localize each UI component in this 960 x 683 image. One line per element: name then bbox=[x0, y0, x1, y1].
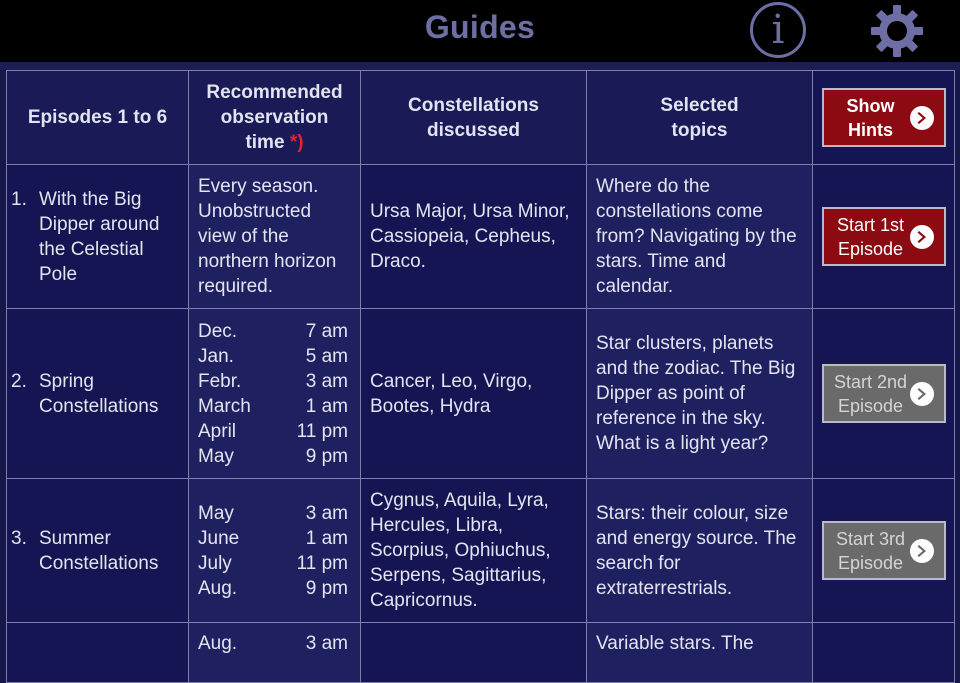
episode-name-cell: 1. With the Big Dipper around the Celestial Pole bbox=[7, 165, 189, 309]
table-row bbox=[7, 309, 955, 479]
observation-cell: Dec. 7 am Jan. 5 am Febr. 3 am March 1 am April 11 pm May 9 pm bbox=[189, 309, 361, 479]
constellations-cell: Cancer, Leo, Virgo, Bootes, Hydra bbox=[361, 309, 587, 479]
top-bar bbox=[0, 0, 960, 62]
topics-cell: Stars: their colour, size and energy source. The search for extraterrestrials. bbox=[587, 479, 813, 623]
gear-icon[interactable] bbox=[870, 4, 924, 58]
episode-name-cell bbox=[7, 623, 189, 683]
episode-name-cell: 2. Spring Constellations bbox=[7, 309, 189, 479]
column-header-constellations: Constellations discussed bbox=[361, 71, 587, 165]
constellations-cell bbox=[361, 623, 587, 683]
constellations-cell: Ursa Major, Ursa Minor, Cassiopeia, Cepheus, Draco. bbox=[361, 165, 587, 309]
observation-cell: May 3 am June 1 am July 11 pm Aug. 9 pm bbox=[189, 479, 361, 623]
table-row bbox=[7, 479, 955, 623]
play-arrow-icon bbox=[910, 382, 934, 406]
play-arrow-icon bbox=[910, 225, 934, 249]
recommended-line-3: time *) bbox=[245, 132, 304, 153]
observation-cell: Aug. 3 am bbox=[189, 623, 361, 683]
topics-cell: Star clusters, planets and the zodiac. The Big Dipper as point of reference in the sky. What is a light year? bbox=[587, 309, 813, 479]
start-episode-2-button[interactable]: Start 2nd Episode bbox=[822, 364, 946, 423]
action-cell bbox=[813, 479, 955, 623]
guide-table bbox=[6, 70, 955, 683]
action-cell bbox=[813, 623, 955, 683]
topics-cell: Variable stars. The bbox=[587, 623, 813, 683]
table-row-partial bbox=[7, 623, 955, 683]
column-header-topics: Selected topics bbox=[587, 71, 813, 165]
asterisk-note: *) bbox=[289, 132, 304, 153]
constellations-cell: Cygnus, Aquila, Lyra, Hercules, Libra, Scorpius, Ophiuchus, Serpens, Sagittarius, Capricornus. bbox=[361, 479, 587, 623]
play-arrow-icon bbox=[910, 539, 934, 563]
observation-cell: Every season. Unobstructed view of the northern horizon required. bbox=[189, 165, 361, 309]
recommended-line-2: observation bbox=[220, 107, 329, 128]
start-episode-3-button[interactable]: Start 3rd Episode bbox=[822, 521, 946, 580]
column-header-episodes: Episodes 1 to 6 bbox=[7, 71, 189, 165]
show-hints-button[interactable]: Show Hints bbox=[822, 88, 946, 147]
recommended-line-1: Recommended bbox=[206, 82, 343, 103]
action-cell bbox=[813, 165, 955, 309]
info-icon[interactable]: i bbox=[750, 2, 806, 58]
start-episode-1-button[interactable]: Start 1st Episode bbox=[822, 207, 946, 266]
action-cell bbox=[813, 309, 955, 479]
header-divider bbox=[0, 62, 960, 70]
play-arrow-icon bbox=[910, 106, 934, 130]
column-header-actions bbox=[813, 71, 955, 165]
table-row bbox=[7, 165, 955, 309]
episode-name-cell: 3. Summer Constellations bbox=[7, 479, 189, 623]
column-header-recommended bbox=[189, 71, 361, 165]
page-title: Guides bbox=[424, 9, 536, 45]
table-header-row bbox=[7, 71, 955, 165]
topics-cell: Where do the constellations come from? Navigating by the stars. Time and calendar. bbox=[587, 165, 813, 309]
